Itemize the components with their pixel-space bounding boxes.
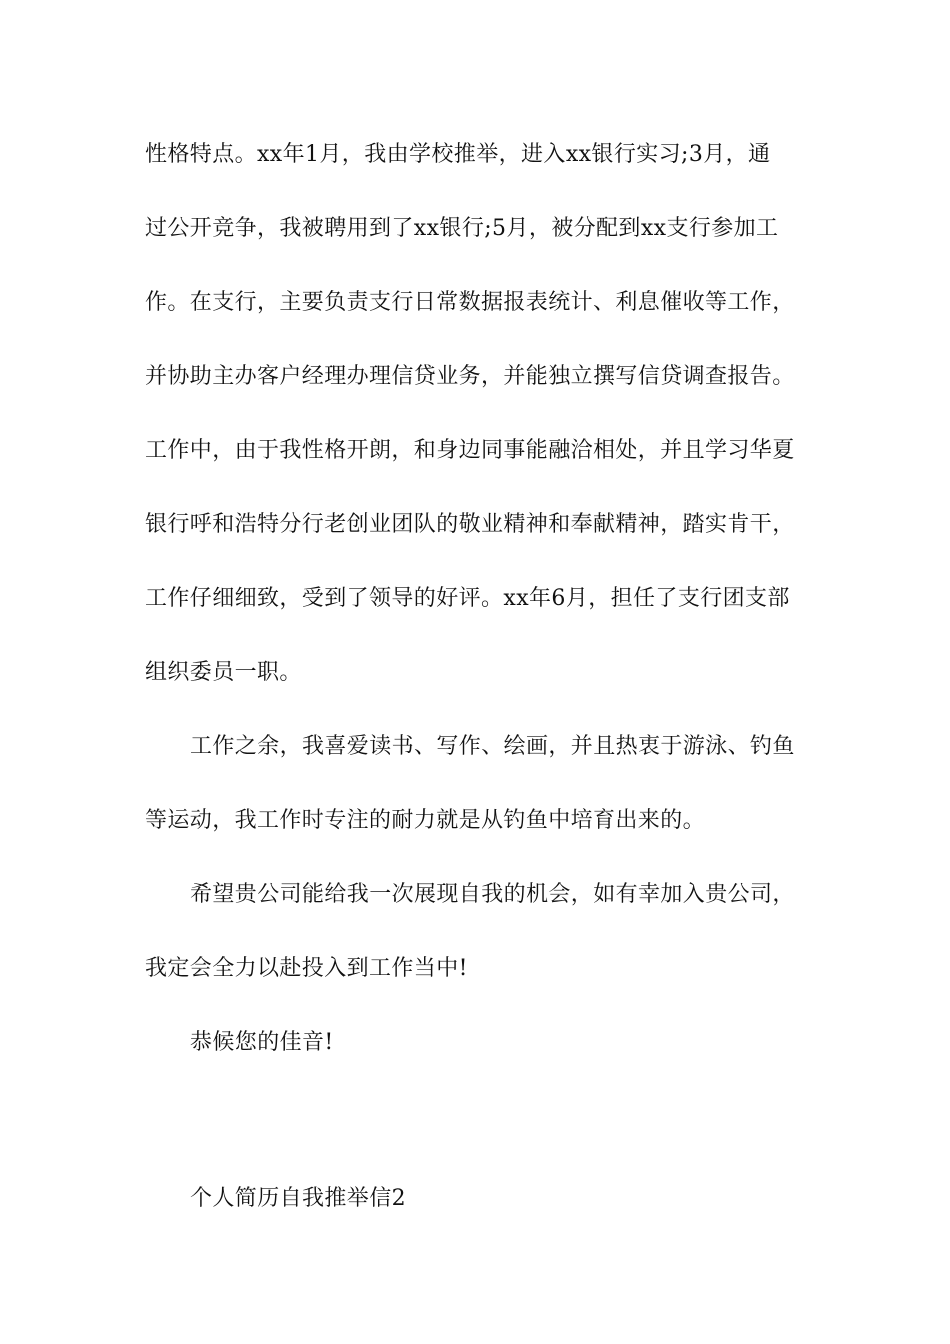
- paragraph-line: 工作中，由于我性格开朗，和身边同事能融洽相处，并且学习华夏: [145, 438, 795, 463]
- section-heading: 个人简历自我推举信2: [190, 1186, 406, 1211]
- closing-line: 恭候您的佳音!: [190, 1030, 334, 1055]
- paragraph-line: 希望贵公司能给我一次展现自我的机会，如有幸加入贵公司，: [190, 882, 795, 907]
- paragraph-line: 并协助主办客户经理办理信贷业务，并能独立撰写信贷调查报告。: [145, 364, 795, 389]
- paragraph-line: 性格特点。xx年1月，我由学校推举，进入xx银行实习;3月，通: [145, 142, 771, 167]
- paragraph-line: 过公开竞争，我被聘用到了xx银行;5月，被分配到xx支行参加工: [145, 216, 779, 241]
- paragraph-line: 银行呼和浩特分行老创业团队的敬业精神和奉献精神，踏实肯干，: [145, 512, 795, 537]
- paragraph-line: 等运动，我工作时专注的耐力就是从钓鱼中培育出来的。: [145, 808, 706, 833]
- paragraph-line: 作。在支行，主要负责支行日常数据报表统计、利息催收等工作，: [145, 290, 795, 315]
- paragraph-line: 工作之余，我喜爱读书、写作、绘画，并且热衷于游泳、钓鱼: [190, 734, 795, 759]
- paragraph-line: 工作仔细细致，受到了领导的好评。xx年6月，担任了支行团支部: [145, 586, 790, 611]
- paragraph-line: 我定会全力以赴投入到工作当中!: [145, 956, 468, 981]
- paragraph-line: 组织委员一职。: [145, 660, 302, 685]
